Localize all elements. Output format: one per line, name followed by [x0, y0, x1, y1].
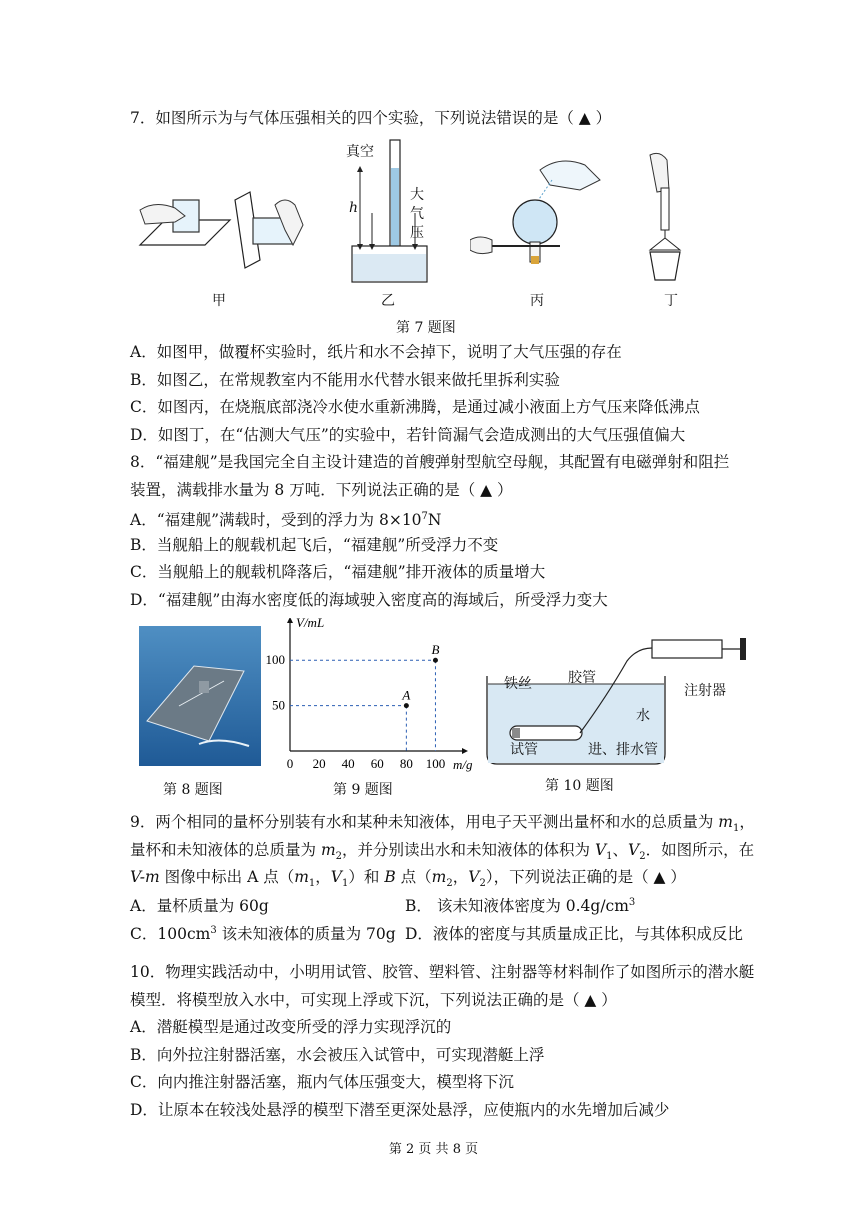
- fig10-caption: 第 10 题图: [545, 778, 614, 794]
- fig8-caption: 第 8 题图: [163, 782, 223, 798]
- fig8-carrier-photo: [139, 626, 261, 766]
- q8-option-d: D．“福建舰”由海水密度低的海域驶入密度高的海域后，所受浮力变大: [130, 591, 608, 609]
- data-point: [433, 658, 438, 663]
- fig7-atm-label-2: 气: [410, 206, 424, 222]
- fig7-vacuum-label: 真空: [346, 144, 374, 160]
- point-label: B: [431, 642, 440, 658]
- q10-stem-2: 模型．将模型放入水中，可实现上浮或下沉，下列说法正确的是（ ▲ ）: [130, 991, 617, 1009]
- q9-stem-3: V-m 图像中标出 A 点（$m_1$，$V_1$）和 B 点（$m_2$，$V_2$），下列说法正确的是（ ▲ ）: [130, 868, 686, 890]
- fig7-h-label: h: [349, 200, 359, 216]
- y-tick-label: 100: [265, 652, 285, 668]
- x-axis-label: m/g: [453, 757, 473, 772]
- fig7-caption-jia: 甲: [212, 293, 226, 309]
- fig7-jia: [135, 190, 315, 270]
- y-tick-label: 50: [272, 697, 285, 713]
- q7-option-b: B．如图乙，在常规教室内不能用水代替水银来做托里拆利实验: [130, 371, 560, 389]
- fig7-atm-label-1: 大: [410, 187, 424, 203]
- q7-option-d: D．如图丁，在“估测大气压”的实验中，若针筒漏气会造成测出的大气压强值偏大: [130, 426, 686, 444]
- fig10-label-water: 水: [636, 708, 650, 724]
- q10-option-d: D．让原本在较浅处悬浮的模型下潜至更深处悬浮，应使瓶内的水先增加后减少: [130, 1101, 670, 1119]
- fig7-bing: [470, 150, 620, 270]
- y-axis-arrow: [287, 618, 293, 623]
- x-tick-label: 80: [399, 756, 413, 771]
- point-label: A: [402, 687, 411, 703]
- q7-option-c: C．如图丙，在烧瓶底部浇冷水使水重新沸腾，是通过减小液面上方气压来降低沸点: [130, 398, 700, 416]
- fig7-ding: [635, 150, 705, 285]
- fig9-chart: [262, 618, 487, 780]
- fig7-caption-ding: 丁: [664, 293, 678, 309]
- x-tick-label: 100: [425, 756, 446, 771]
- q9-option-a: A．量杯质量为 60g: [130, 897, 269, 915]
- x-tick-label: 60: [370, 756, 384, 771]
- x-tick-label: 20: [312, 756, 326, 771]
- q10-stem-1: 10．物理实践活动中，小明用试管、胶管、塑料管、注射器等材料制作了如图所示的潜水艇: [130, 963, 755, 981]
- x-tick-label: 40: [341, 756, 355, 771]
- fig7-atm-label-3: 压: [410, 225, 424, 241]
- q10-option-a: A．潜艇模型是通过改变所受的浮力实现浮沉的: [130, 1018, 452, 1036]
- page-footer: 第 2 页 共 8 页: [388, 1142, 479, 1157]
- q8-option-a: A．“福建舰”满载时，受到的浮力为 $8\times 10^7N$: [130, 511, 442, 530]
- fig10-label-tube: 试管: [510, 742, 538, 758]
- x-tick-label: 0: [286, 756, 294, 771]
- fig10-label-wire: 铁丝: [504, 676, 532, 692]
- q9-stem-1: 9．两个相同的量杯分别装有水和某种未知液体，用电子天平测出量杯和水的总质量为 $m_1$，: [130, 813, 755, 835]
- q8-stem-1: 8．“福建舰”是我国完全自主设计建造的首艘弹射型航空母舰，其配置有电磁弹射和阻拦: [130, 453, 730, 471]
- q9-stem-2: 量杯和未知液体的总质量为 $m_2$，并分别读出水和未知液体的体积为 $V_1$、$V_2$．如图所示，在: [130, 841, 755, 863]
- q7-option-a: A．如图甲，做覆杯实验时，纸片和水不会掉下，说明了大气压强的存在: [130, 343, 622, 361]
- fig9-caption: 第 9 题图: [333, 782, 393, 798]
- fig7-caption-yi: 乙: [381, 293, 395, 309]
- q9-option-b: B． 该未知液体密度为 $0.4g/cm^3$: [405, 896, 636, 915]
- fig10-label-syringe: 注射器: [684, 683, 726, 699]
- q8-option-b: B．当舰船上的舰载机起飞后，“福建舰”所受浮力不变: [130, 536, 499, 554]
- q8-stem-2: 装置，满载排水量为 8 万吨．下列说法正确的是（ ▲ ）: [130, 481, 513, 499]
- q10-option-b: B．向外拉注射器活塞，水会被压入试管中，可实现潜艇上浮: [130, 1046, 545, 1064]
- fig7-caption: 第 7 题图: [396, 320, 456, 336]
- data-point: [404, 703, 409, 708]
- fig7-caption-bing: 丙: [530, 293, 544, 309]
- q9-option-c: C．$100cm^3$ 该未知液体的质量为 70g: [130, 924, 396, 943]
- fig10-label-inout: 进、排水管: [588, 742, 658, 758]
- q9-option-d: D．液体的密度与其质量成正比，与其体积成反比: [405, 925, 743, 943]
- q8-option-c: C．当舰船上的舰载机降落后，“福建舰”排开液体的质量增大: [130, 563, 546, 581]
- q7-stem: 7．如图所示为与气体压强相关的四个实验，下列说法错误的是（ ▲ ）: [130, 109, 612, 127]
- x-axis-arrow: [462, 748, 468, 754]
- fig10-label-rubber: 胶管: [568, 670, 596, 686]
- q10-option-c: C．向内推注射器活塞，瓶内气体压强变大，模型将下沉: [130, 1073, 514, 1091]
- y-axis-label: V/mL: [296, 618, 325, 630]
